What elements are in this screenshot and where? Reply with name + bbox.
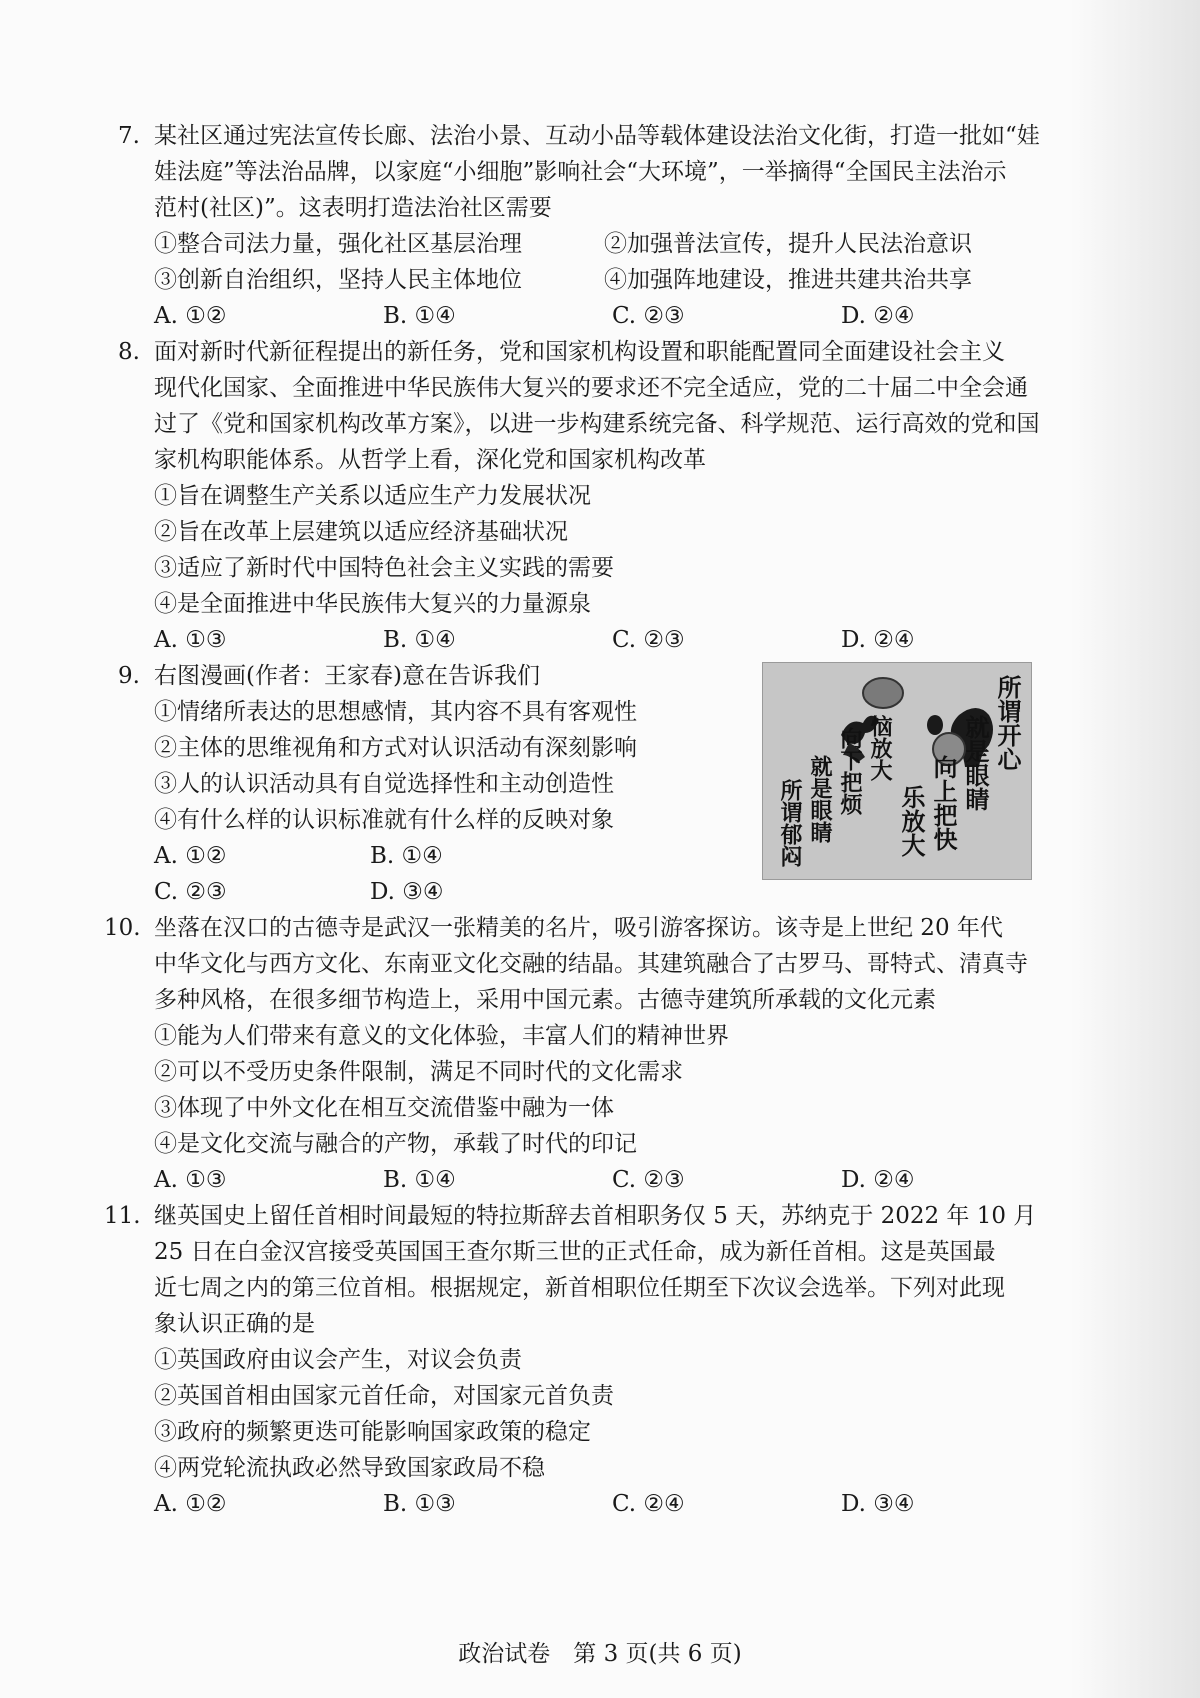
answer-choice: C. ②③ (612, 1167, 685, 1193)
question-stem-line: 坐落在汉口的古德寺是武汉一张精美的名片，吸引游客探访。该寺是上世纪 20 年代 (154, 915, 1003, 941)
statement-option: ④加强阵地建设，推进共建共治共享 (604, 267, 972, 293)
answer-choice: D. ③④ (370, 879, 444, 905)
answer-choice: D. ②④ (841, 627, 915, 653)
statement-option: ②英国首相由国家元首任命，对国家元首负责 (154, 1383, 614, 1409)
question-stem-line: 近七周之内的第三位首相。根据规定，新首相职位任期至下次议会选举。下列对此现 (154, 1275, 1005, 1301)
question-number: 7. (118, 123, 140, 149)
answer-choices (118, 1486, 1064, 1522)
question-stem-line: 25 日在白金汉宫接受英国国王查尔斯三世的正式任命，成为新任首相。这是英国最 (154, 1239, 996, 1265)
cartoon-image (762, 662, 1032, 880)
question-stem-line: 面对新时代新征程提出的新任务，党和国家机构设置和职能配置同全面建设社会主义 (154, 339, 1005, 365)
question-stem-line: 继英国史上留任首相时间最短的特拉斯辞去首相职务仅 5 天，苏纳克于 2022 年 10 月 (154, 1203, 1037, 1229)
caption-column: 所谓开心 (993, 675, 1022, 771)
statement-option: ③人的认识活动具有自觉选择性和主动创造性 (154, 771, 614, 797)
question-stem-line: 家机构职能体系。从哲学上看，深化党和国家机构改革 (154, 447, 706, 473)
question-stem-line: 右图漫画(作者：王家春)意在告诉我们 (154, 663, 540, 689)
question-8 (118, 334, 1064, 658)
answer-choice: B. ①③ (383, 1491, 456, 1517)
question-stem-line: 多种风格，在很多细节构造上，采用中国元素。古德寺建筑所承载的文化元素 (154, 987, 936, 1013)
statement-option: ④是全面推进中华民族伟大复兴的力量源泉 (154, 591, 591, 617)
answer-choices (118, 298, 1064, 334)
caption-column: 所谓郁闷 (777, 779, 803, 867)
question-stem-line: 象认识正确的是 (154, 1311, 315, 1337)
cartoon-caption-left (777, 715, 893, 867)
caption-column: 就是眼睛 (807, 755, 833, 843)
question-stem-line: 某社区通过宪法宣传长廊、法治小景、互动小品等载体建设法治文化街，打造一批如“娃 (154, 123, 1040, 149)
answer-choices (118, 622, 1064, 658)
answer-choice: D. ②④ (841, 1167, 915, 1193)
caption-column: 向上把快 (929, 755, 958, 851)
statement-option: ②可以不受历史条件限制，满足不同时代的文化需求 (154, 1059, 683, 1085)
answer-choice: A. ①③ (154, 1167, 227, 1193)
answer-choice: B. ①④ (383, 303, 456, 329)
answer-choice: C. ②③ (154, 879, 227, 905)
answer-choice: C. ②③ (612, 303, 685, 329)
answer-choice: B. ①④ (383, 1167, 456, 1193)
statement-option: ③适应了新时代中国特色社会主义实践的需要 (154, 555, 614, 581)
question-number: 9. (118, 663, 140, 689)
statement-option: ②加强普法宣传，提升人民法治意识 (604, 231, 972, 257)
answer-choice: B. ①④ (370, 843, 443, 869)
answer-choice: A. ①③ (154, 627, 227, 653)
caption-column: 恼放大 (867, 715, 893, 781)
answer-choice: D. ③④ (841, 1491, 915, 1517)
statement-option: ④两党轮流执政必然导致国家政局不稳 (154, 1455, 545, 1481)
question-stem-line: 现代化国家、全面推进中华民族伟大复兴的要求还不完全适应，党的二十届二中全会通 (154, 375, 1028, 401)
cartoon-caption-right (897, 675, 1021, 857)
question-number: 11. (104, 1203, 141, 1229)
answer-choice: A. ①② (154, 1491, 227, 1517)
question-stem-line: 过了《党和国家机构改革方案》，以进一步构建系统完备、科学规范、运行高效的党和国 (154, 411, 1040, 437)
statement-option: ①能为人们带来有意义的文化体验，丰富人们的精神世界 (154, 1023, 729, 1049)
answer-choices (118, 1162, 1064, 1198)
answer-choice: C. ②④ (612, 1491, 685, 1517)
answer-choice: D. ②④ (841, 303, 915, 329)
caption-column: 乐放大 (897, 785, 926, 857)
question-stem-line: 娃法庭”等法治品牌，以家庭“小细胞”影响社会“大环境”，一举摘得“全国民主法治示 (154, 159, 1007, 185)
caption-column: 就是眼睛 (961, 715, 990, 811)
statement-option: ①情绪所表达的思想感情，其内容不具有客观性 (154, 699, 637, 725)
question-9 (118, 658, 1064, 910)
statement-option: ③政府的频繁更迭可能影响国家政策的稳定 (154, 1419, 591, 1445)
statement-option: ④有什么样的认识标准就有什么样的反映对象 (154, 807, 614, 833)
answer-choice: A. ①② (154, 843, 227, 869)
statement-option: ①旨在调整生产关系以适应生产力发展状况 (154, 483, 591, 509)
page-footer: 政治试卷 第 3 页(共 6 页) (458, 1641, 742, 1667)
question-10 (104, 910, 1064, 1198)
statement-option: ④是文化交流与融合的产物，承载了时代的印记 (154, 1131, 637, 1157)
exam-page (104, 118, 1064, 1522)
statement-option: ①英国政府由议会产生，对议会负责 (154, 1347, 522, 1373)
answer-choice: A. ①② (154, 303, 227, 329)
answer-choice: C. ②③ (612, 627, 685, 653)
statement-option: ③创新自治组织，坚持人民主体地位 (154, 267, 522, 293)
caption-column: 向下把烦 (837, 727, 863, 815)
statement-option: ②旨在改革上层建筑以适应经济基础状况 (154, 519, 568, 545)
answer-choice: B. ①④ (383, 627, 456, 653)
question-number: 10. (104, 915, 141, 941)
question-7 (118, 118, 1064, 334)
question-stem-line: 范村(社区)”。这表明打造法治社区需要 (154, 195, 552, 221)
statement-option: ②主体的思维视角和方式对认识活动有深刻影响 (154, 735, 637, 761)
question-number: 8. (118, 339, 140, 365)
page-edge-shadow (1070, 0, 1200, 1698)
statement-option: ③体现了中外文化在相互交流借鉴中融为一体 (154, 1095, 614, 1121)
question-11 (104, 1198, 1064, 1522)
question-stem-line: 中华文化与西方文化、东南亚文化交融的结晶。其建筑融合了古罗马、哥特式、清真寺 (154, 951, 1028, 977)
statement-option: ①整合司法力量，强化社区基层治理 (154, 231, 522, 257)
